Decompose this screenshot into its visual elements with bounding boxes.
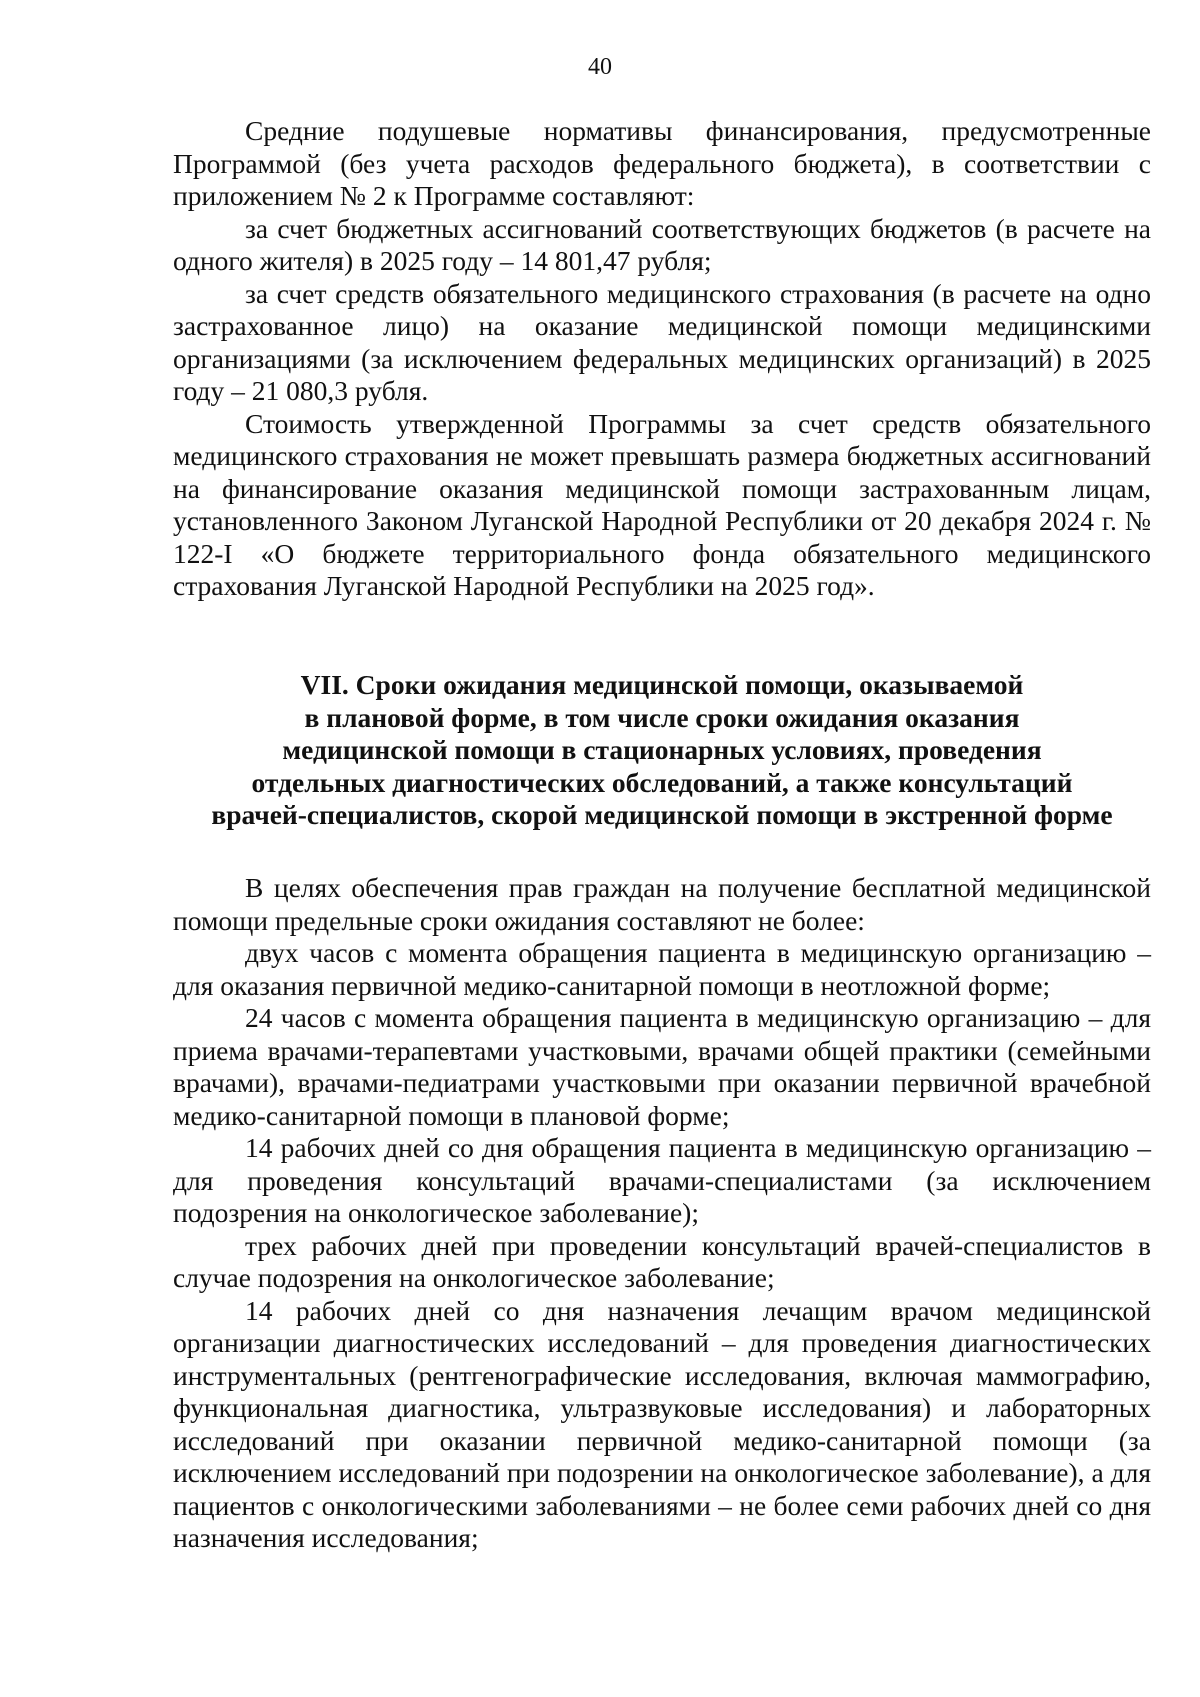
heading-line: VII. Сроки ожидания медицинской помощи, оказываемой [300,669,1024,700]
page-number: 40 [588,54,612,80]
paragraph-budget-allocations: за счет бюджетных ассигнований соответствующих бюджетов (в расчете на одного жителя) в 2025 году – 14 801,47 рубля; [173,212,1151,276]
heading-line: в плановой форме, в том числе сроки ожидания оказания [304,701,1020,733]
intro-text-block [173,115,1151,603]
paragraph-two-hours: двух часов с момента обращения пациента в медицинскую организацию – для оказания первичной медико-санитарной помощи в неотложной форме; [173,937,1151,1001]
paragraph-24-hours: 24 часов с момента обращения пациента в медицинскую организацию – для приема врачами-терапевтами участковыми, врачами общей практики (семейными врачами), врачами-педиатрами участковыми при оказании первичной врачебной медико-санитарной помощи в плановой форме; [173,1002,1151,1131]
paragraph-three-days-oncology: трех рабочих дней при проведении консультаций врачей-специалистов в случае подозрения на онкологическое заболевание; [173,1229,1151,1293]
paragraph-program-cost: Стоимость утвержденной Программы за счет средств обязательного медицинского страхования не может превышать размера бюджетных ассигнований на финансирование оказания медицинской помощи застрахованным лицам, установленного Законом Луганской Народной Республики от 20 декабря 2024 г. № 122-I «О бюджете территориального фонда обязательного медицинского страхования Луганской Народной Республики на 2025 год». [173,407,1151,601]
paragraph-waiting-times-intro: В целях обеспечения прав граждан на получение бесплатной медицинской помощи предельные сроки ожидания составляют не более: [173,872,1151,936]
heading-line: отдельных диагностических обследований, а также консультаций [251,766,1073,798]
paragraph-insurance-funds: за счет средств обязательного медицинского страхования (в расчете на одно застрахованное лицо) на оказание медицинской помощи медицинскими организациями (за исключением федеральных медицинских организаций) в 2025 году – 21 080,3 рубля. [173,277,1151,406]
paragraph-per-capita-norms: Средние подушевые нормативы финансирования, предусмотренные Программой (без учета расходов федерального бюджета), в соответствии с приложением № 2 к Программе составляют: [173,115,1151,211]
heading-line: медицинской помощи в стационарных условиях, проведения [282,734,1042,765]
paragraph-14-days-diagnostics: 14 рабочих дней со дня назначения лечащим врачом медицинской организации диагностических исследований – для проведения диагностических инструментальных (рентгенографические исследования, включая маммографию, функциональная диагностика, ультразвуковые исследования) и лабораторных исследований при оказании первичной медико-санитарной помощи (за исключением исследований при подозрении на онкологическое заболевание), а для пациентов с онкологическими заболеваниями – не более семи рабочих дней со дня назначения исследования; [173,1294,1151,1553]
section-heading [173,669,1151,832]
paragraph-14-days-consultations: 14 рабочих дней со дня обращения пациента в медицинскую организацию – для проведения консультаций врачами-специалистами (за исключением подозрения на онкологическое заболевание); [173,1132,1151,1228]
heading-line: врачей-специалистов, скорой медицинской помощи в экстренной форме [211,799,1113,830]
section-text-block [173,872,1151,1555]
